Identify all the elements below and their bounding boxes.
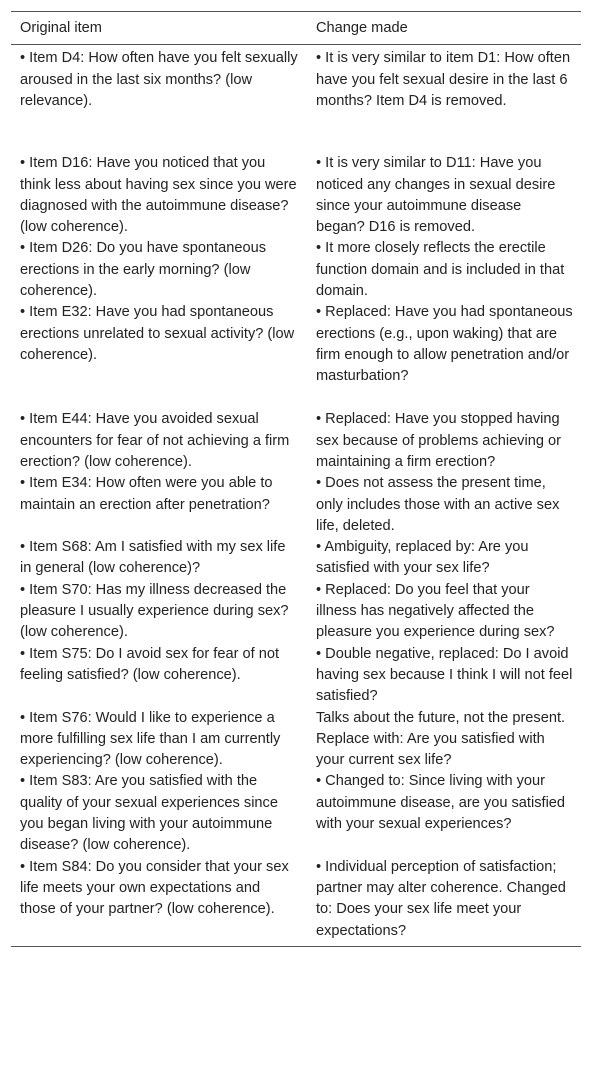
original-item-cell: • Item S70: Has my illness decreased the pleasure I usually experience during sex? (low coherence). <box>20 581 289 641</box>
table-header-row <box>11 12 581 45</box>
original-item-cell: • Item S68: Am I satisfied with my sex life in general (low coherence)? <box>20 539 286 577</box>
change-made-cell: • Replaced: Do you feel that your illness has negatively affected the pleasure you experience during sex? <box>316 581 555 641</box>
change-made-cell: • It is very similar to item D1: How often have you felt sexual desire in the last 6 months? Item D4 is removed. <box>316 50 571 109</box>
table-row <box>11 473 581 537</box>
change-made-cell: • Double negative, replaced: Do I avoid having sex because I think I will not feel satisfied? <box>316 645 573 705</box>
table-row <box>11 537 581 580</box>
item-changes-table <box>11 11 581 947</box>
original-item-cell: • Item E34: How often were you able to maintain an erection after penetration? <box>20 475 273 513</box>
table-row <box>11 302 581 409</box>
table-row <box>11 580 581 644</box>
original-item-cell: • Item S76: Would I like to experience a more fulfilling sex life than I am currently experiencing? (low coherence). <box>20 709 281 769</box>
table-row <box>11 238 581 302</box>
header-original-item: Original item <box>11 12 307 45</box>
change-made-cell: • Ambiguity, replaced by: Are you satisfied with your sex life? <box>316 539 529 577</box>
original-item-cell: • Item S84: Do you consider that your sex life meets your own expectations and those of your partner? (low coherence). <box>11 857 307 947</box>
change-made-cell: Talks about the future, not the present. Replace with: Are you satisfied with your current sex life? <box>316 709 566 769</box>
change-made-cell: • It is very similar to D11: Have you noticed any changes in sexual desire since your autoimmune disease began? D16 is removed. <box>316 155 556 236</box>
header-change-made: Change made <box>307 12 581 45</box>
original-item-cell: • Item D16: Have you noticed that you think less about having sex since you were diagnosed with the autoimmune disease? (low coherence). <box>20 155 297 236</box>
original-item-cell: • Item E32: Have you had spontaneous erections unrelated to sexual activity? (low coherence). <box>20 304 295 363</box>
change-made-cell: • It more closely reflects the erectile function domain and is included in that domain. <box>316 240 565 300</box>
table-row <box>11 857 581 947</box>
table-row <box>11 708 581 772</box>
item-changes-table-container <box>11 11 581 947</box>
table-row <box>11 644 581 708</box>
change-made-cell: • Replaced: Have you stopped having sex because of problems achieving or maintaining a firm erection? <box>316 411 561 470</box>
original-item-cell: • Item D26: Do you have spontaneous erections in the early morning? (low coherence). <box>20 240 267 300</box>
table-row <box>11 45 581 154</box>
table-row <box>11 771 581 856</box>
original-item-cell: • Item E44: Have you avoided sexual encounters for fear of not achieving a firm erection? (low coherence). <box>20 411 290 470</box>
original-item-cell: • Item S75: Do I avoid sex for fear of not feeling satisfied? (low coherence). <box>20 645 280 683</box>
original-item-cell: • Item S83: Are you satisfied with the quality of your sexual experiences since you began living with your autoimmune disease? (low coherence). <box>20 773 278 854</box>
change-made-cell: • Replaced: Have you had spontaneous erections (e.g., upon waking) that are firm enough to allow penetration and/or masturbation? <box>316 304 573 385</box>
change-made-cell: • Individual perception of satisfaction; partner may alter coherence. Changed to: Does your sex life meet your expectations? <box>307 857 581 947</box>
table-row <box>11 153 581 238</box>
change-made-cell: • Does not assess the present time, only includes those with an active sex life, deleted. <box>316 475 560 534</box>
table-row <box>11 409 581 473</box>
change-made-cell: • Changed to: Since living with your autoimmune disease, are you satisfied with your sexual experiences? <box>316 773 566 833</box>
original-item-cell: • Item D4: How often have you felt sexually aroused in the last six months? (low relevance). <box>20 50 298 109</box>
